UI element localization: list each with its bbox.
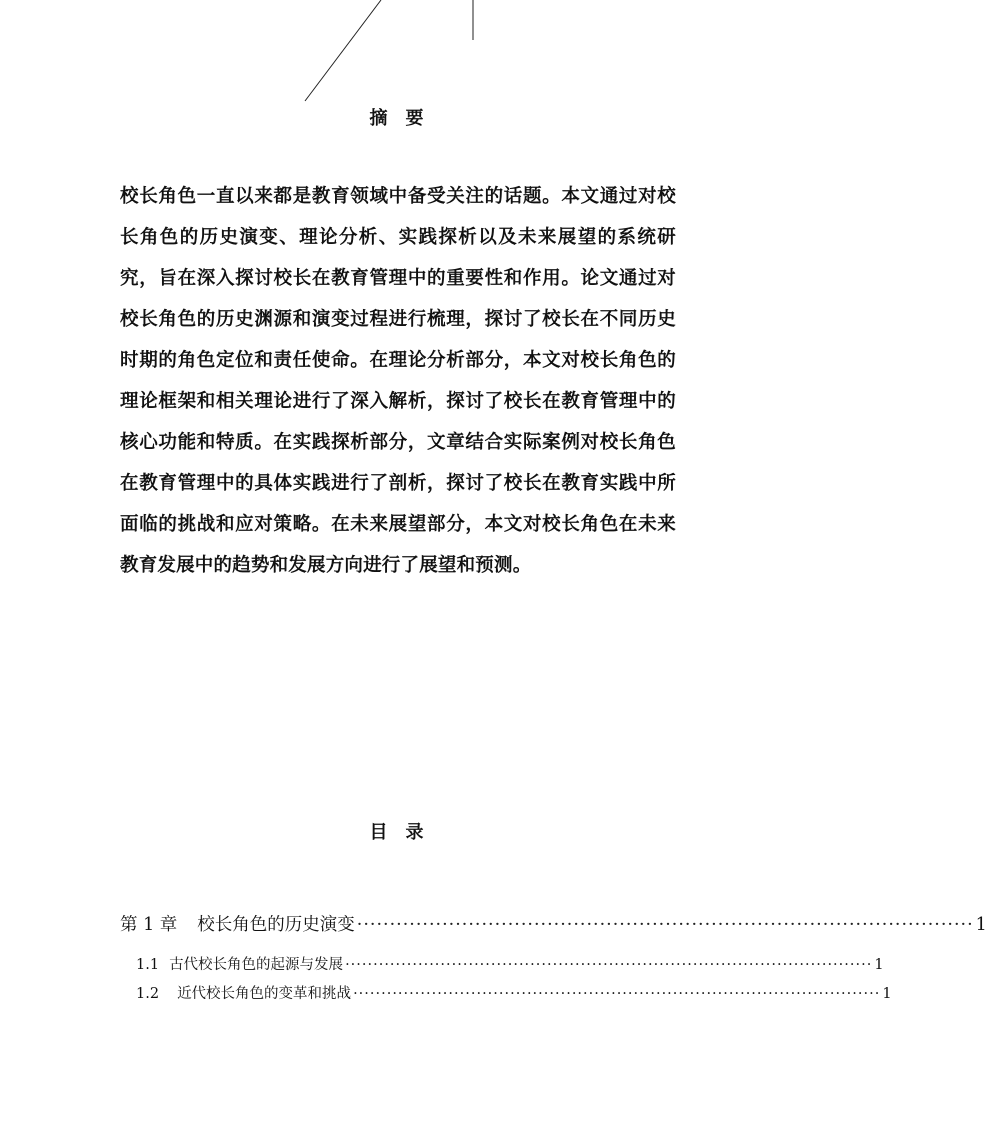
- toc-entry-title: 近代校长角色的变革和挑战: [177, 986, 352, 1002]
- toc-entry-number: 1.1: [136, 957, 160, 973]
- abstract-heading: 摘 要: [369, 108, 424, 129]
- toc-page-number: 1: [874, 957, 884, 973]
- toc-entry-number: 第 1 章: [120, 915, 178, 935]
- toc-page-number: 1: [975, 915, 987, 935]
- diagonal-line: [305, 0, 381, 101]
- abstract-body: 校长角色一直以来都是教育领域中备受关注的话题。本文通过对校长角色的历史演变、理论分析、实践探析以及未来展望的系统研究，旨在深入探讨校长在教育管理中的重要性和作用。论文通过对校长角色的历史渊源和演变过程进行梳理，探讨了校长在不同历史时期的角色定位和责任使命。在理论分析部分，本文对校长角色的理论框架和相关理论进行了深入解析，探讨了校长在教育管理中的核心功能和特质。在实践探析部分，文章结合实际案例对校长角色在教育管理中的具体实践进行了剖析，探讨了校长在教育实践中所面临的挑战和应对策略。在未来展望部分，本文对校长角色在未来教育发展中的趋势和发展方向进行了展望和预测。: [120, 186, 676, 576]
- toc-entry-section-1-1[interactable]: [136, 953, 884, 974]
- toc-entry-section-1-2[interactable]: [136, 982, 892, 1003]
- toc-leader-dots: ······························································································: [345, 957, 873, 973]
- toc-page-number: 1: [882, 986, 892, 1002]
- toc-entry-chapter-1[interactable]: [120, 911, 987, 936]
- toc-entry-number: 1.2: [136, 986, 160, 1002]
- toc-entry-title: 校长角色的历史演变: [197, 915, 355, 935]
- toc-heading: 目 录: [369, 822, 424, 843]
- toc-leader-dots: ······························································································: [353, 986, 881, 1002]
- decorative-lines: [0, 0, 793, 110]
- toc-entry-title: 古代校长角色的起源与发展: [169, 957, 344, 973]
- toc-leader-dots: ······························································································: [356, 915, 974, 935]
